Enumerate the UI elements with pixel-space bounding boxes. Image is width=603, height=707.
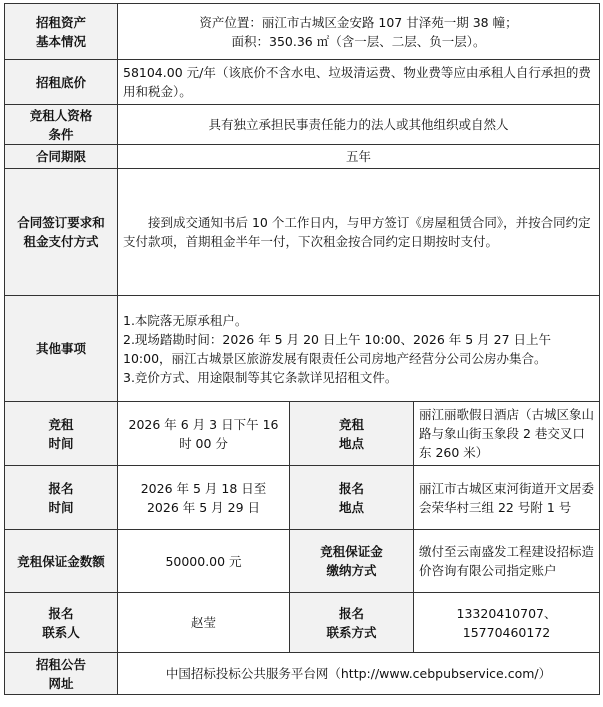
contact-phone-label-line-2: 联系方式 [326,624,377,640]
deposit-method-label-line-1: 竞租保证金 [320,544,383,559]
other-matters-value [118,296,600,402]
asset-label-line-1: 招租资产 [35,14,86,30]
qualification-label-line-2: 条件 [48,126,74,142]
base-price-value: 58104.00 元/年（该底价不含水电、垃圾清运费、物业费等应由承租人自行承担的费用和税金）。 [118,60,600,105]
signup-time-label-line-2: 时间 [48,499,74,515]
website-label [5,653,118,695]
contact-person-label-line-1: 报名 [48,605,74,621]
contract-value: 接到成交通知书后 10 个工作日内，与甲方签订《房屋租赁合同》，并按合同约定支付款项，首期租金半年一付，下次租金按合同约定日期按时支付。 [118,169,600,296]
term-value: 五年 [118,145,600,169]
contract-label [5,169,118,296]
row-qualification [5,105,600,145]
contract-label-line-2: 租金支付方式 [23,234,99,249]
signup-place-label-line-2: 地点 [338,499,364,515]
asset-info-value [118,4,600,60]
signup-time-label [5,466,118,530]
other-item-3: 3.竞价方式、用途限制等其它条款详见招租文件。 [123,369,398,385]
asset-location: 资产位置：丽江市古城区金安路 107 甘泽苑一期 38 幢； [199,14,518,30]
lease-notice-table [4,3,600,695]
website-label-line-1: 招租公告 [35,656,86,672]
bid-time-label-line-2: 时间 [48,435,74,451]
bid-place-label-line-1: 竞租 [338,416,364,432]
deposit-amount-label: 竞租保证金数额 [5,530,118,593]
signup-place-label-line-1: 报名 [338,480,364,496]
signup-time-label-line-1: 报名 [48,480,74,496]
qualification-value: 具有独立承担民事责任能力的法人或其他组织或自然人 [118,105,600,145]
base-price-label: 招租底价 [5,60,118,105]
row-other-matters [5,296,600,402]
website-value: 中国招标投标公共服务平台网（http://www.cebpubservice.com/） [118,653,600,695]
contract-label-line-1: 合同签订要求和 [17,215,105,230]
signup-time-value [118,466,290,530]
signup-time-end: 2026 年 5 月 29 日 [146,499,261,515]
deposit-method-label-line-2: 缴纳方式 [326,563,377,578]
contact-phone-label [290,593,414,653]
row-contract-term [5,145,600,169]
signup-place-value: 丽江市古城区束河街道开文居委会荣华村三组 22 号附 1 号 [414,466,600,530]
deposit-method-value: 缴付至云南盛发工程建设招标造价咨询有限公司指定账户 [414,530,600,593]
signup-place-label [290,466,414,530]
qualification-label [5,105,118,145]
bid-place-label-line-2: 地点 [338,435,364,451]
deposit-method-label [290,530,414,593]
asset-info-label [5,4,118,60]
term-label: 合同期限 [5,145,118,169]
row-contract-payment [5,169,600,296]
bid-time-label-line-1: 竞租 [48,416,74,432]
other-matters-label: 其他事项 [5,296,118,402]
row-contact [5,593,600,653]
bid-time-value: 2026 年 6 月 3 日下午 16 时 00 分 [118,402,290,466]
qualification-label-line-1: 竞租人资格 [29,107,93,123]
row-bid-time-place [5,402,600,466]
contact-person-label [5,593,118,653]
signup-time-start: 2026 年 5 月 18 日至 [140,480,267,496]
row-website [5,653,600,695]
other-item-2: 2.现场踏勘时间：2026 年 5 月 20 日上午 10:00、2026 年 5 月 27 日上午 10:00，丽江古城景区旅游发展有限责任公司房地产经营分公司公房办集合。 [123,331,551,366]
contact-phone-label-line-1: 报名 [338,605,364,621]
other-item-1: 1.本院落无原承租户。 [123,312,248,328]
bid-place-value: 丽江丽歌假日酒店（古城区象山路与象山街玉象段 2 巷交叉口东 260 米） [414,402,600,466]
asset-label-line-2: 基本情况 [35,33,86,49]
contact-person-value: 赵莹 [118,593,290,653]
bid-place-label [290,402,414,466]
row-signup-time-place [5,466,600,530]
contact-person-label-line-2: 联系人 [42,624,80,640]
contact-phone-value: 13320410707、15770460172 [414,593,600,653]
row-deposit [5,530,600,593]
website-label-line-2: 网址 [48,675,74,691]
row-base-price [5,60,600,105]
bid-time-label [5,402,118,466]
row-asset-info [5,4,600,60]
asset-area: 面积：350.36 ㎡（含一层、二层、负一层）。 [231,33,486,49]
deposit-amount-value: 50000.00 元 [118,530,290,593]
